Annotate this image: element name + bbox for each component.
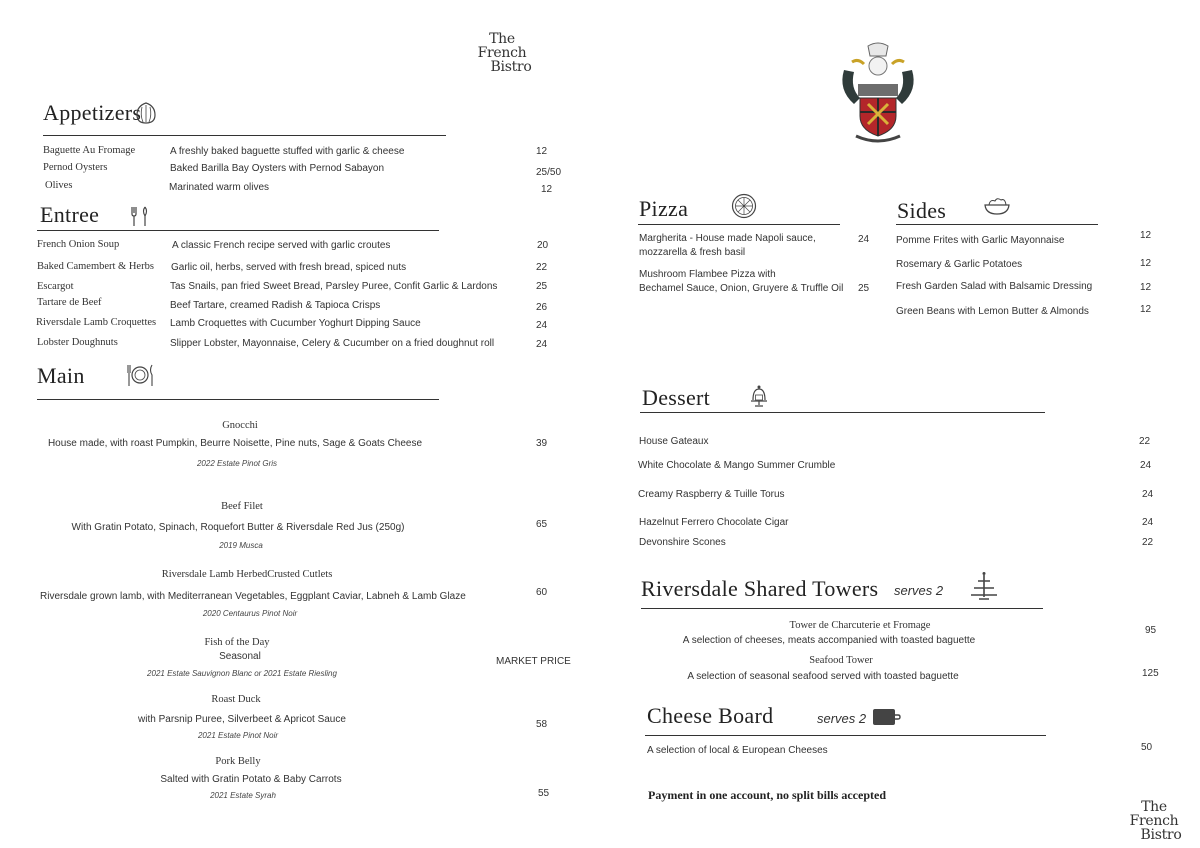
main-item-name: Pork Belly: [215, 756, 261, 767]
entree-desc: Lamb Croquettes with Cucumber Yoghurt Dipping Sauce: [170, 318, 421, 329]
cake-dome-icon: [750, 384, 768, 408]
side-price: 12: [1140, 282, 1152, 293]
entree-name: Tartare de Beef: [37, 297, 102, 308]
main-item-desc: Salted with Gratin Potato & Baby Carrots: [160, 774, 342, 785]
main-item-price: 60: [536, 587, 548, 598]
main-item-wine: 2020 Centaurus Pinot Noir: [202, 609, 298, 618]
sides-rule: [896, 224, 1098, 225]
towers-serves: serves 2: [894, 583, 944, 598]
main-item-price: 65: [536, 519, 548, 530]
entree-price: 26: [536, 302, 548, 313]
side-price: 12: [1140, 304, 1152, 315]
pizza-line-1: Mushroom Flambee Pizza with: [639, 269, 776, 280]
pizza-line-2: Bechamel Sauce, Onion, Gruyere & Truffle Oil: [639, 283, 844, 294]
entree-desc: Garlic oil, herbs, served with fresh bread, spiced nuts: [171, 262, 407, 273]
side-desc: Fresh Garden Salad with Balsamic Dressing: [896, 281, 1093, 292]
sides-title: Sides: [897, 198, 947, 223]
pizza-price: 24: [858, 234, 870, 245]
main-item-price: 39: [536, 438, 548, 449]
tower-desc: A selection of cheeses, meats accompanied with toasted baguette: [682, 635, 976, 646]
entree-name: Escargot: [37, 281, 74, 292]
main-rule: [37, 399, 439, 400]
appetizers-rule: [43, 135, 446, 136]
entree-name: Lobster Doughnuts: [37, 337, 118, 348]
appetizer-name: Olives: [45, 180, 73, 191]
main-item-name: Beef Filet: [221, 501, 263, 512]
tower-desc: A selection of seasonal seafood served with toasted baguette: [687, 671, 959, 682]
appetizer-desc: A freshly baked baguette stuffed with garlic & cheese: [170, 146, 405, 157]
cheese-price: 50: [1141, 742, 1153, 753]
appetizers-title: Appetizers: [43, 100, 142, 125]
entree-desc: Slipper Lobster, Mayonnaise, Celery & Cucumber on a fried doughnut roll: [170, 338, 495, 349]
cheese-title: Cheese Board: [647, 703, 774, 728]
oyster-shell-icon: [135, 101, 157, 125]
entree-price: 22: [536, 262, 548, 273]
main-item-price: 58: [536, 719, 548, 730]
main-item-name: Riversdale Lamb HerbedCrusted Cutlets: [161, 569, 333, 580]
pizza-line-2: mozzarella & fresh basil: [639, 247, 746, 258]
entree-desc: Beef Tartare, creamed Radish & Tapioca Crisps: [170, 300, 381, 311]
entree-desc: Tas Snails, pan fried Sweet Bread, Parsley Puree, Confit Garlic & Lardons: [170, 281, 498, 292]
cheese-rule: [645, 735, 1046, 736]
entree-price: 24: [536, 339, 548, 350]
side-price: 12: [1140, 258, 1152, 269]
main-item-name: Gnocchi: [222, 420, 258, 431]
brand-line-3: Bistro: [1140, 827, 1182, 843]
coat-of-arms-icon: [838, 42, 918, 144]
main-item-name: Fish of the Day: [204, 637, 270, 648]
main-item-desc: Riversdale grown lamb, with Mediterranean Vegetables, Eggplant Caviar, Labneh & Lamb Glaze: [40, 591, 466, 602]
salad-bowl-icon: [982, 196, 1012, 216]
dessert-rule: [640, 412, 1045, 413]
main-item-price: MARKET PRICE: [496, 656, 571, 667]
dessert-desc: Hazelnut Ferrero Chocolate Cigar: [639, 517, 789, 528]
dessert-desc: House Gateaux: [639, 436, 709, 447]
main-item-desc: Seasonal: [219, 651, 261, 662]
appetizer-price: 12: [536, 146, 548, 157]
tower-name: Tower de Charcuterie et Fromage: [789, 620, 931, 631]
entree-price: 25: [536, 281, 548, 292]
entree-price: 24: [536, 320, 548, 331]
brand-line-1: The: [489, 31, 515, 47]
entree-name: Baked Camembert & Herbs: [37, 261, 154, 272]
tiered-stand-icon: [969, 571, 999, 601]
tower-price: 125: [1142, 668, 1159, 679]
appetizer-name: Baguette Au Fromage: [43, 145, 136, 156]
main-title: Main: [37, 363, 85, 388]
dessert-price: 22: [1142, 537, 1154, 548]
main-item-wine: 2021 Estate Syrah: [210, 791, 276, 800]
dessert-price: 24: [1140, 460, 1152, 471]
side-desc: Green Beans with Lemon Butter & Almonds: [896, 306, 1089, 317]
towers-rule: [641, 608, 1043, 609]
appetizer-desc: Marinated warm olives: [169, 182, 270, 193]
brand-logo-top: [466, 32, 538, 74]
entree-price: 20: [537, 240, 549, 251]
main-item-wine: 2021 Estate Pinot Noir: [197, 731, 279, 740]
plate-cutlery-icon: [125, 362, 155, 388]
main-item-desc: House made, with roast Pumpkin, Beurre Noisette, Pine nuts, Sage & Goats Cheese: [47, 438, 423, 449]
appetizer-desc: Baked Barilla Bay Oysters with Pernod Sabayon: [170, 163, 384, 174]
main-item-wine: 2019 Musca: [219, 541, 263, 550]
dessert-price: 24: [1142, 517, 1154, 528]
main-item-desc: with Parsnip Puree, Silverbeet & Apricot Sauce: [138, 714, 346, 725]
pizza-rule: [638, 224, 840, 225]
main-item-name: Roast Duck: [211, 694, 261, 705]
entree-rule: [37, 230, 439, 231]
entree-name: Riversdale Lamb Croquettes: [36, 317, 157, 328]
towers-title: Riversdale Shared Towers: [641, 576, 879, 601]
dessert-desc: Devonshire Scones: [639, 537, 726, 548]
brand-line-2: French: [1129, 813, 1179, 829]
main-item-desc: With Gratin Potato, Spinach, Roquefort Butter & Riversdale Red Jus (250g): [71, 522, 405, 533]
dessert-price: 24: [1142, 489, 1154, 500]
entree-name: French Onion Soup: [37, 239, 120, 250]
brand-line-2: French: [477, 45, 527, 61]
entree-title: Entree: [40, 202, 100, 227]
dessert-title: Dessert: [642, 385, 711, 410]
main-item-price: 55: [538, 788, 550, 799]
cutlery-icon: [129, 205, 151, 227]
brand-logo-bottom: [1118, 800, 1190, 842]
dessert-desc: White Chocolate & Mango Summer Crumble: [638, 460, 836, 471]
payment-note: Payment in one account, no split bills accepted: [648, 788, 887, 802]
pizza-title: Pizza: [639, 196, 689, 221]
main-item-wine: 2021 Estate Sauvignon Blanc or 2021 Estate Riesling: [147, 669, 337, 678]
dessert-desc: Creamy Raspberry & Tuille Torus: [638, 489, 785, 500]
main-item-wine: 2022 Estate Pinot Gris: [196, 459, 278, 468]
side-desc: Pomme Frites with Garlic Mayonnaise: [896, 235, 1065, 246]
pizza-icon: [731, 193, 757, 219]
side-price: 12: [1140, 230, 1152, 241]
appetizer-price: 25/50: [536, 167, 562, 178]
brand-line-1: The: [1141, 799, 1167, 815]
dessert-price: 22: [1139, 436, 1151, 447]
tower-price: 95: [1145, 625, 1157, 636]
brand-line-3: Bistro: [490, 59, 532, 75]
pizza-price: 25: [858, 283, 870, 294]
entree-desc: A classic French recipe served with garlic croutes: [172, 240, 391, 251]
pizza-line-1: Margherita - House made Napoli sauce,: [639, 233, 816, 244]
appetizer-price: 12: [541, 184, 553, 195]
cheese-serves: serves 2: [817, 711, 867, 726]
appetizer-name: Pernod Oysters: [43, 162, 108, 173]
tower-name: Seafood Tower: [809, 655, 873, 666]
cheese-board-icon: [871, 707, 901, 727]
cheese-desc: A selection of local & European Cheeses: [647, 745, 828, 756]
side-desc: Rosemary & Garlic Potatoes: [896, 259, 1023, 270]
